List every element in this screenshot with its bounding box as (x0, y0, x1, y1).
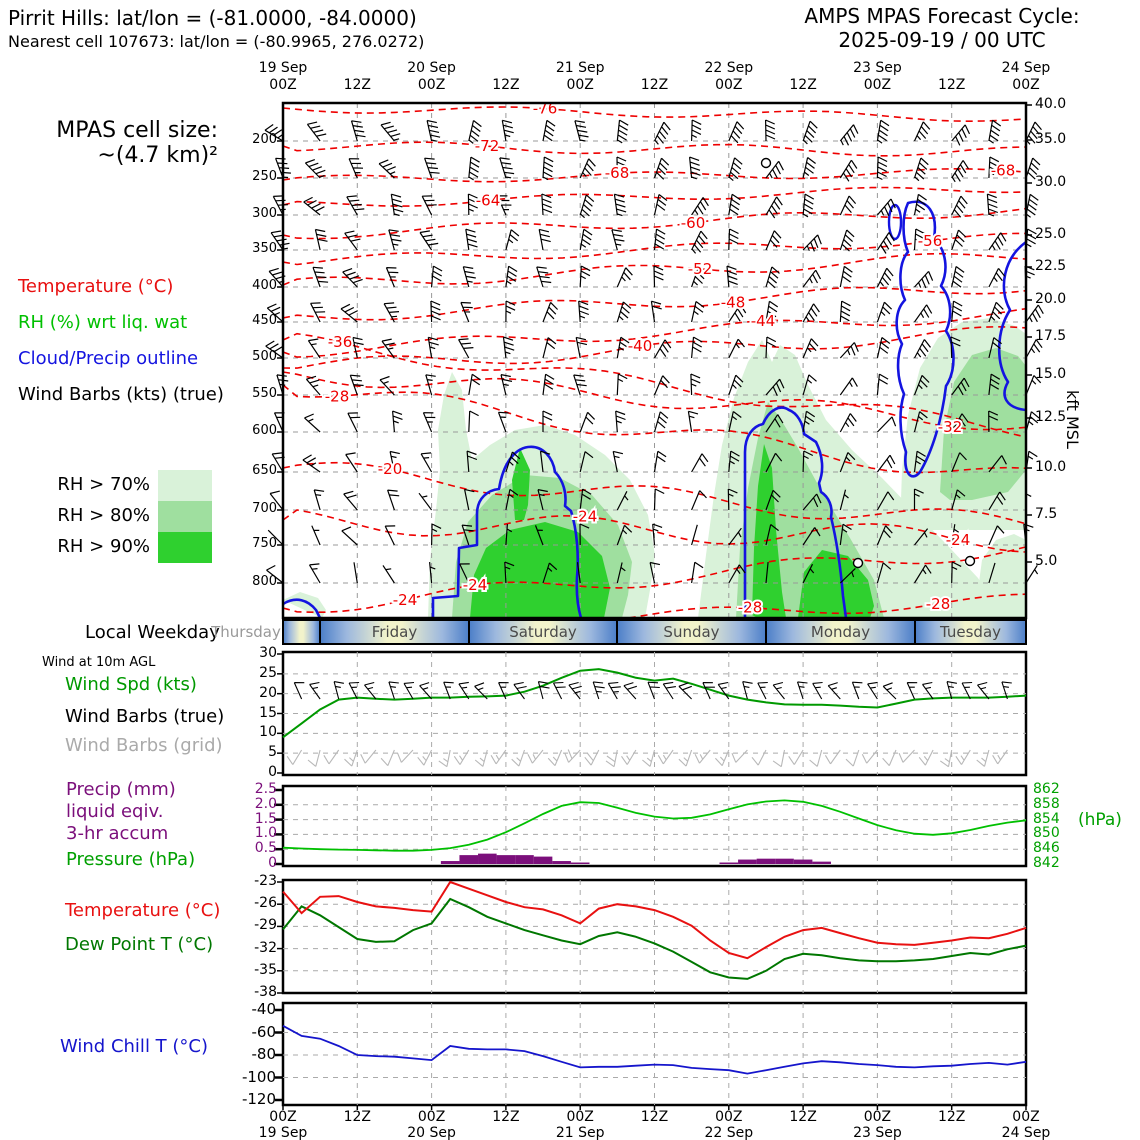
page-title: Pirrit Hills: lat/lon = (-81.0000, -84.0000) (8, 6, 417, 30)
chill-tick: -80 (251, 1045, 276, 1063)
wind-barbs-true-label: Wind Barbs (true) (65, 706, 225, 727)
legend-rh: RH (%) wrt liq. wat (18, 312, 188, 333)
contour-label: -68 (990, 161, 1016, 180)
legend-cloud: Cloud/Precip outline (18, 348, 199, 369)
wind-tick: 25 (259, 664, 277, 681)
top-axis-hour: 00Z (715, 77, 743, 93)
top-axis-date: 20 Sep (407, 60, 456, 76)
bottom-axis-hour: 00Z (715, 1109, 743, 1125)
weekday-bar-label: Local Weekday (85, 622, 220, 643)
bottom-axis-date: 21 Sep (555, 1125, 605, 1140)
top-axis-date: 22 Sep (704, 60, 754, 76)
pressure-tick: 700 (252, 501, 277, 516)
temp-tick: -29 (254, 917, 277, 934)
bottom-axis-date: 24 Sep (1001, 1125, 1051, 1140)
top-axis-hour: 12Z (492, 77, 520, 93)
contour-label: -60 (680, 213, 706, 232)
bottom-axis-hour: 12Z (492, 1109, 520, 1125)
top-axis-hour: 00Z (417, 77, 446, 93)
pressure-tick: 500 (252, 349, 277, 364)
top-axis-hour: 12Z (789, 77, 817, 93)
weekday-name: Saturday (509, 623, 577, 641)
wind-tick: 10 (259, 724, 277, 741)
hpa-tick: 850 (1033, 825, 1060, 842)
wind-tick: 5 (268, 744, 277, 761)
precip-tick: 0.5 (254, 840, 277, 857)
bottom-axis-hour: 00Z (1012, 1109, 1040, 1125)
kft-tick: 30.0 (1035, 174, 1067, 190)
bottom-axis-hour: 12Z (937, 1109, 966, 1125)
top-axis-date: 23 Sep (853, 60, 902, 76)
top-axis-hour: 00Z (269, 77, 297, 93)
contour-label: -48 (720, 293, 746, 312)
chill-tick: -100 (241, 1067, 276, 1086)
weekday-name: Friday (371, 623, 418, 641)
temp-tick: -26 (254, 895, 277, 912)
hpa-tick: 842 (1033, 855, 1060, 871)
contour-label: -28 (737, 598, 763, 617)
contour-label: -24 (392, 590, 418, 609)
temp-tick: -23 (254, 873, 277, 889)
contour-label: -24 (462, 575, 488, 594)
precip-tick: 2.0 (254, 795, 277, 812)
forecast-cycle-title (752, 4, 1132, 52)
chill-tick: -60 (251, 1022, 276, 1041)
precip-label-2: liquid eqiv. (66, 801, 164, 822)
page-subtitle: Nearest cell 107673: lat/lon = (-80.9965, 276.0272) (8, 32, 425, 51)
kft-tick: 10.0 (1035, 459, 1067, 475)
bottom-axis-hour: 12Z (343, 1109, 371, 1125)
contour-label: -52 (687, 259, 713, 278)
precip-tick: 1.0 (254, 825, 277, 842)
pressure-tick: 200 (252, 132, 277, 147)
top-axis-hour: 12Z (937, 77, 966, 93)
wind-chill-label: Wind Chill T (°C) (60, 1036, 208, 1057)
wind-tick: 20 (259, 684, 277, 701)
pressure-tick: 250 (252, 169, 277, 184)
wind-panel-sublabel: Wind at 10m AGL (42, 655, 156, 670)
contour-label: -24 (572, 507, 598, 526)
chill-tick: -40 (251, 1000, 276, 1018)
contour-label: -36 (327, 332, 353, 351)
pressure-tick: 600 (252, 423, 277, 438)
contour-label: -44 (750, 311, 776, 330)
contour-label: -20 (377, 460, 403, 479)
top-axis-hour: 12Z (343, 77, 371, 93)
weekday-name: Monday (810, 623, 871, 641)
kft-tick: 22.5 (1035, 258, 1067, 274)
chill-tick: -120 (241, 1090, 276, 1108)
contour-label: -76 (532, 99, 558, 118)
pressure-tick: 650 (252, 463, 277, 478)
wind-tick: 30 (259, 645, 277, 661)
hpa-tick: 854 (1033, 810, 1060, 827)
top-axis-hour: 00Z (1012, 77, 1040, 93)
bottom-axis-date: 23 Sep (853, 1125, 902, 1140)
hpa-tick: 846 (1033, 840, 1060, 857)
hpa-tick: 858 (1033, 795, 1060, 812)
pressure-tick: 450 (252, 313, 277, 328)
pressure-tick: 750 (252, 536, 277, 551)
precip-label-1: Precip (mm) (66, 779, 176, 800)
contour-label: -32 (937, 418, 963, 437)
temp-tick: -38 (254, 984, 277, 1000)
forecast-cycle-line1: AMPS MPAS Forecast Cycle: (804, 4, 1080, 28)
kft-tick: 20.0 (1035, 291, 1067, 307)
temp-tick: -32 (254, 939, 277, 956)
wind-spd-label: Wind Spd (kts) (65, 674, 197, 695)
kft-tick: 17.5 (1035, 328, 1067, 344)
contour-label: -28 (324, 387, 350, 406)
weekday-name: Tuesday (939, 623, 1002, 641)
forecast-cycle-line2: 2025-09-19 / 00 UTC (838, 28, 1046, 52)
hpa-unit-label: (hPa) (1078, 810, 1122, 830)
pressure-tick: 550 (252, 386, 277, 401)
top-axis-hour: 00Z (566, 77, 594, 93)
temp-tick: -35 (254, 961, 277, 978)
bottom-axis-hour: 00Z (269, 1109, 297, 1125)
contour-label: -24 (945, 531, 971, 550)
contour-label: -68 (604, 164, 630, 183)
weekday-name: Thursday (211, 623, 281, 641)
hpa-tick: 862 (1033, 781, 1060, 797)
pressure-tick: 350 (252, 241, 277, 256)
top-axis-hour: 12Z (640, 77, 669, 93)
legend-rh70-label: RH > 70% (57, 474, 150, 495)
legend-rh90-label: RH > 90% (57, 536, 150, 557)
pressure-tick: 800 (252, 574, 277, 589)
contour-label: -40 (627, 336, 653, 355)
kft-tick: 15.0 (1035, 366, 1067, 382)
kft-tick: 40.0 (1035, 96, 1067, 112)
cell-size-label: MPAS cell size: ~(4.7 km)² (56, 118, 218, 168)
wind-barbs-grid-label: Wind Barbs (grid) (65, 735, 223, 756)
precip-tick: 0 (268, 855, 277, 871)
bottom-axis-date: 19 Sep (258, 1125, 308, 1140)
bottom-axis-hour: 12Z (640, 1109, 669, 1125)
top-axis-date: 24 Sep (1001, 60, 1051, 76)
precip-label-3: 3-hr accum (66, 823, 169, 844)
pressure-tick: 300 (252, 206, 277, 221)
bottom-axis-hour: 12Z (789, 1109, 817, 1125)
contour-label: -64 (475, 191, 501, 210)
pressure-tick: 400 (252, 278, 277, 293)
legend-temperature: Temperature (°C) (18, 276, 174, 297)
bottom-axis-hour: 00Z (566, 1109, 594, 1125)
pressure-label: Pressure (hPa) (66, 849, 196, 870)
kft-axis-label: kft MSL (1063, 390, 1082, 449)
bottom-axis-hour: 00Z (417, 1109, 446, 1125)
temperature-label: Temperature (°C) (65, 900, 221, 921)
bottom-axis-date: 20 Sep (407, 1125, 456, 1140)
kft-tick: 25.0 (1035, 226, 1067, 242)
contour-label: -56 (917, 232, 943, 251)
top-axis-date: 21 Sep (555, 60, 605, 76)
contour-label: -72 (474, 137, 500, 156)
precip-tick: 2.5 (254, 781, 277, 797)
kft-tick: 7.5 (1035, 506, 1058, 522)
precip-tick: 1.5 (254, 810, 277, 827)
contour-label: -28 (925, 594, 951, 613)
kft-tick: 12.5 (1035, 409, 1067, 425)
kft-tick: 35.0 (1035, 131, 1067, 147)
wind-tick: 0 (268, 764, 277, 780)
kft-tick: 5.0 (1035, 553, 1058, 569)
top-axis-date: 19 Sep (258, 60, 308, 76)
wind-tick: 15 (259, 704, 277, 721)
legend-wind-barbs: Wind Barbs (kts) (true) (18, 384, 224, 405)
top-axis-hour: 00Z (863, 77, 892, 93)
weekday-name: Sunday (663, 623, 720, 641)
legend-rh80-label: RH > 80% (57, 505, 150, 526)
dew-point-label: Dew Point T (°C) (65, 934, 214, 955)
bottom-axis-hour: 00Z (863, 1109, 892, 1125)
bottom-axis-date: 22 Sep (704, 1125, 754, 1140)
